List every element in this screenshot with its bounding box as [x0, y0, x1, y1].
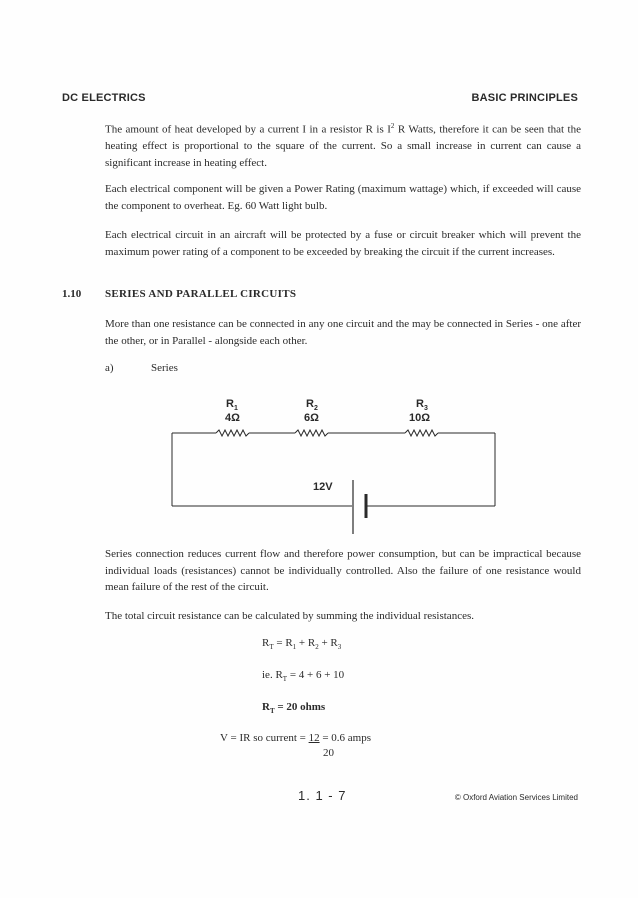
copyright-notice: © Oxford Aviation Services Limited	[454, 793, 578, 802]
series-circuit-diagram	[165, 394, 505, 539]
section-title: SERIES AND PARALLEL CIRCUITS	[105, 288, 297, 300]
paragraph-series-desc: Series connection reduces current flow and therefore power consumption, but can be impractical because individual loads (resistances) cannot be individually controlled. Also the failure of one resistance would mean failure of the rest of the circuit.	[105, 548, 581, 593]
battery-label: 12V	[313, 481, 333, 493]
paragraph-heat-sup: 2	[390, 122, 395, 130]
subsection-marker: a)	[105, 362, 114, 374]
paragraph-total-desc: The total circuit resistance can be calculated by summing the individual resistances.	[105, 610, 474, 622]
equation-substituted: ie. $R_T = 4 + 6 + 10$	[262, 669, 345, 684]
paragraph-heat-b: R Watts, therefore it can be seen that the heating effect is proportional to the square of the current. So a small increase in current can cause a significant increase in heating effect.	[105, 123, 581, 169]
header-chapter: DC ELECTRICS	[62, 92, 146, 104]
resistor-r2-name: $R_2$	[306, 398, 318, 412]
paragraph-heat-a: The amount of heat developed by a current I in a resistor R is I	[105, 123, 391, 136]
equation-current-denominator: 20	[323, 747, 334, 759]
equation-current: V = IR so current = 12 = 0.6 amps	[220, 732, 372, 744]
resistor-r1-name: $R_1$	[226, 398, 238, 412]
resistor-r2-zigzag	[295, 430, 328, 436]
section-intro: More than one resistance can be connected in any one circuit and the may be connected in Series - one after the other, or in Parallel - alongside each other.	[105, 318, 581, 347]
resistor-r1-zigzag	[216, 430, 249, 436]
paragraph-protection: Each electrical circuit in an aircraft will be protected by a fuse or circuit breaker which will prevent the maximum power rating of a component to be exceeded by breaking the circuit if the current increases.	[105, 229, 581, 258]
resistor-r1-value: 4Ω	[225, 412, 240, 424]
paragraph-heat	[105, 118, 581, 171]
resistor-r3-zigzag	[405, 430, 438, 436]
page-number: 1. 1 - 7	[298, 788, 347, 803]
paragraph-rating: Each electrical component will be given a Power Rating (maximum wattage) which, if exceeded will cause the component to overheat. Eg. 60 Watt light bulb.	[105, 183, 581, 212]
subsection-title: Series	[151, 362, 178, 374]
resistor-r2-value: 6Ω	[304, 412, 319, 424]
equation-result: $R_T = 20$ ohms	[262, 701, 326, 716]
section-number: 1.10	[62, 288, 82, 300]
equation-sum: $R_T = R_1 + R_2 + R_3$	[262, 637, 342, 652]
resistor-r3-name: $R_3$	[416, 398, 428, 412]
resistor-r3-value: 10Ω	[409, 412, 431, 424]
header-section: BASIC PRINCIPLES	[471, 92, 578, 104]
